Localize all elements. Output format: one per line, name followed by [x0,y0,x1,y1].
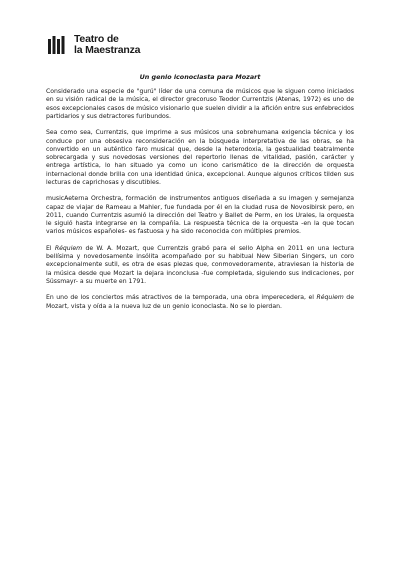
article-body [46,88,354,319]
logo-text [74,34,140,56]
requiem-title-italic: Réquiem [316,294,344,302]
paragraph-4-rest: de W. A. Mozart, que Currentzis grabó para el sello Alpha en 2011 en una lectura bellísima y novedosamente insólita acompañado por su habitual New Siberian Singers, un coro excepcionalmente sutil, es otra de esas piezas que, conmovedoramente, atraviesan la historia de la música desde que Mozart la dejara inconclusa -fue completada, siguiendo sus indicaciones, por Süssmayr- a su muerte en 1791. [46,244,354,285]
teatro-logo-icon [48,36,68,54]
paragraph-4-start: El [46,244,55,252]
logo-line-1: Teatro de [74,33,119,45]
paragraph-5-rest: de Mozart, vista y oída a la nueva luz de un genio iconoclasta. No se lo pierdan. [46,294,354,310]
theatre-logo [48,34,140,56]
article-title: Un genio iconoclasta para Mozart [139,73,261,81]
paragraph-2: Sea como sea, Currentzis, que imprime a sus músicos una sobrehumana exigencia técnica y los conduce por una obsesiva reconsideración en la búsqueda interpretativa de las obras, se ha convertido en un auténtico faro musical que, desde la heterodoxia, la gestualidad teatralmente sobrecargada y sus novedosas versiones del repertorio llenas de vitalidad, pasión, carácter y entrega artística, lo han situado ya como un icono carismático de la dirección de orquesta internacional donde brilla con una identidad única, excepcional. Aunque algunos críticos tilden sus lecturas de caprichosas y discutibles. [46,129,354,186]
requiem-title-italic: Réquiem [54,244,83,252]
logo-line-2: la Maestranza [74,44,141,56]
paragraph-5-start: En uno de los conciertos más atractivos de la temporada, una obra imperecedera, el [46,294,317,302]
paragraph-5 [46,294,354,311]
paragraph-3: musicAeterna Orchestra, formación de instrumentos antiguos diseñada a su imagen y semejanza capaz de viajar de Rameau a Mahler, fue fundada por él en la ciudad rusa de Novosibirsk pero, en 2011, cuando Currentzis asumió la dirección del Teatro y Ballet de Perm, en los Urales, la orquesta le siguió hasta integrarse en la compañía. La respuesta técnica de la orquesta -en la que tocan varios músicos españoles- es fastuosa y ha sido reconocida con múltiples premios. [46,195,354,236]
paragraph-1: Considerado una especie de "gurú" líder de una comuna de músicos que le siguen como iniciados en su visión radical de la música, el director grecoruso Teodor Currentzis (Atenas, 1972) es uno de esos excepcionales casos de músico visionario que suelen dividir a la afición entre sus enfebrecidos partidarios y sus detractores furibundos. [46,88,354,120]
paragraph-4 [46,245,354,286]
